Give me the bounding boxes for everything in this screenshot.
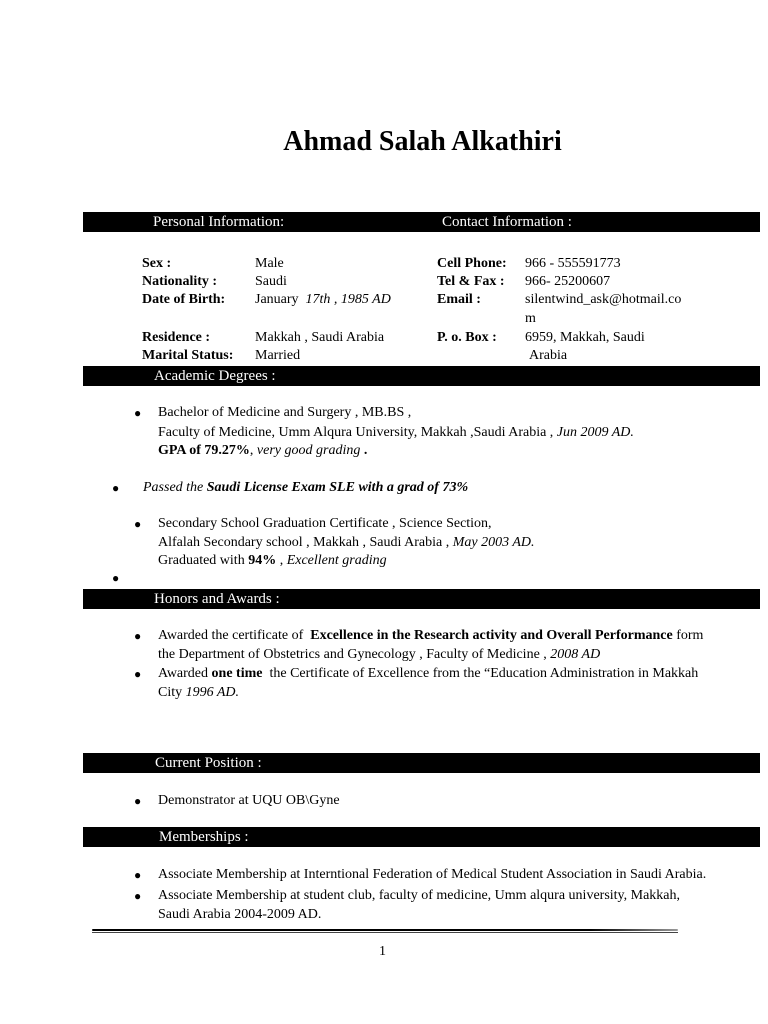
membership-student-club-line1: Associate Membership at student club, faculty of medicine, Umm alqura university, Makkah, [158,888,681,903]
marital-status-value: Married [255,348,301,363]
email-label: Email : [437,292,481,307]
award-research-line2 [158,646,600,664]
secondary-grade-pct: 94% [248,553,277,568]
award-excellence-line1 [158,665,698,683]
gpa-comma: , [249,443,254,458]
gpa-value: GPA of 79.27% [158,443,250,458]
secondary-certificate-title: Secondary School Graduation Certificate , Science Section, [158,516,492,531]
secondary-grade-prefix: Graduated with [158,553,245,568]
honors-awards-heading: Honors and Awards : [154,591,280,607]
position-item: Demonstrator at UQU OB\Gyne [158,793,340,808]
secondary-grade-text: Excellent grading [286,553,387,568]
secondary-date: May 2003 AD. [452,535,535,550]
page-number: 1 [379,944,386,959]
bullet-icon: ● [134,517,142,531]
candidate-name: Ahmad Salah Alkathiri [283,126,562,157]
sle-exam [143,479,468,497]
dob-label: Date of Birth: [142,292,226,307]
gpa-period: . [363,443,368,458]
residence-label: Residence : [142,330,211,345]
current-position-heading: Current Position : [155,755,262,771]
award-excellence-prefix: Awarded [158,666,209,681]
secondary-grade [158,552,387,570]
award-research-department: the Department of Obstetrics and Gynecology , Faculty of Medicine , [158,647,547,662]
bullet-icon: ● [134,667,142,681]
bullet-icon: ● [134,868,142,882]
award-research-line1 [158,627,703,645]
academic-degrees-heading: Academic Degrees : [154,368,276,384]
sex-value: Male [255,256,284,271]
award-research-date: 2008 AD [550,647,601,662]
cell-phone-value: 966 - 555591773 [525,256,621,271]
dob-month: January [255,292,299,307]
current-position-header-bar [83,753,760,773]
degree-mbbs-faculty: Faculty of Medicine, Umm Alqura University, Makkah ,Saudi Arabia , [158,425,554,440]
po-box-value-line2: Arabia [529,348,568,363]
tel-fax-value: 966- 25200607 [525,274,611,289]
academic-degrees-header-bar [83,366,760,386]
dob-day-year: 17th , 1985 AD [305,292,391,307]
degree-mbbs-date: Jun 2009 AD. [556,425,634,440]
email-value-line2: m [525,311,536,326]
email-value-line1: silentwind_ask@hotmail.co [525,292,682,307]
nationality-value: Saudi [255,274,287,289]
sex-label: Sex : [142,256,172,271]
gpa-grade: very good grading [256,443,361,458]
award-excellence-count: one time [211,666,263,681]
po-box-label: P. o. Box : [437,330,497,345]
footer-divider-thin [92,932,678,933]
secondary-grade-comma: , [279,553,284,568]
sle-result: Saudi License Exam SLE with a grad of 73% [206,480,469,495]
award-excellence-date: 1996 AD. [185,685,240,700]
membership-student-club-line2: Saudi Arabia 2004-2009 AD. [158,907,322,922]
footer-divider [92,929,678,931]
personal-information-heading: Personal Information: [153,214,285,230]
honors-awards-header-bar [83,589,760,609]
bullet-icon: ● [134,629,142,643]
award-excellence-line2 [158,684,239,702]
secondary-school-name: Alfalah Secondary school , Makkah , Saudi Arabia , [158,535,450,550]
bullet-icon: ● [134,406,142,420]
award-excellence-text: the Certificate of Excellence from the “Education Administration in Makkah [269,666,699,681]
contact-information-heading: Contact Information : [442,214,572,230]
award-research-suffix: form [676,628,704,643]
nationality-label: Nationality : [142,274,218,289]
memberships-header-bar [83,827,760,847]
personal-contact-header-bar [83,212,760,232]
membership-ifmsa: Associate Membership at Interntional Federation of Medical Student Association in Saudi Arabia. [158,867,707,882]
cell-phone-label: Cell Phone: [437,256,507,271]
bullet-icon: ● [134,889,142,903]
award-research-prefix: Awarded the certificate of [158,628,304,643]
dob-value [255,291,391,309]
degree-mbbs-institution [158,424,634,442]
po-box-value-line1: 6959, Makkah, Saudi [525,330,645,345]
award-research-title: Excellence in the Research activity and Overall Performance [310,628,673,643]
bullet-icon: ● [112,571,120,585]
degree-mbbs-title: Bachelor of Medicine and Surgery , MB.BS , [158,405,412,420]
secondary-school [158,534,535,552]
award-excellence-city: City [158,685,183,700]
memberships-heading: Memberships : [159,829,249,845]
bullet-icon: ● [112,481,120,495]
residence-value: Makkah , Saudi Arabia [255,330,385,345]
tel-fax-label: Tel & Fax : [437,274,505,289]
degree-mbbs-gpa [158,442,367,460]
marital-status-label: Marital Status: [142,348,234,363]
sle-prefix: Passed the [143,480,204,495]
bullet-icon: ● [134,794,142,808]
